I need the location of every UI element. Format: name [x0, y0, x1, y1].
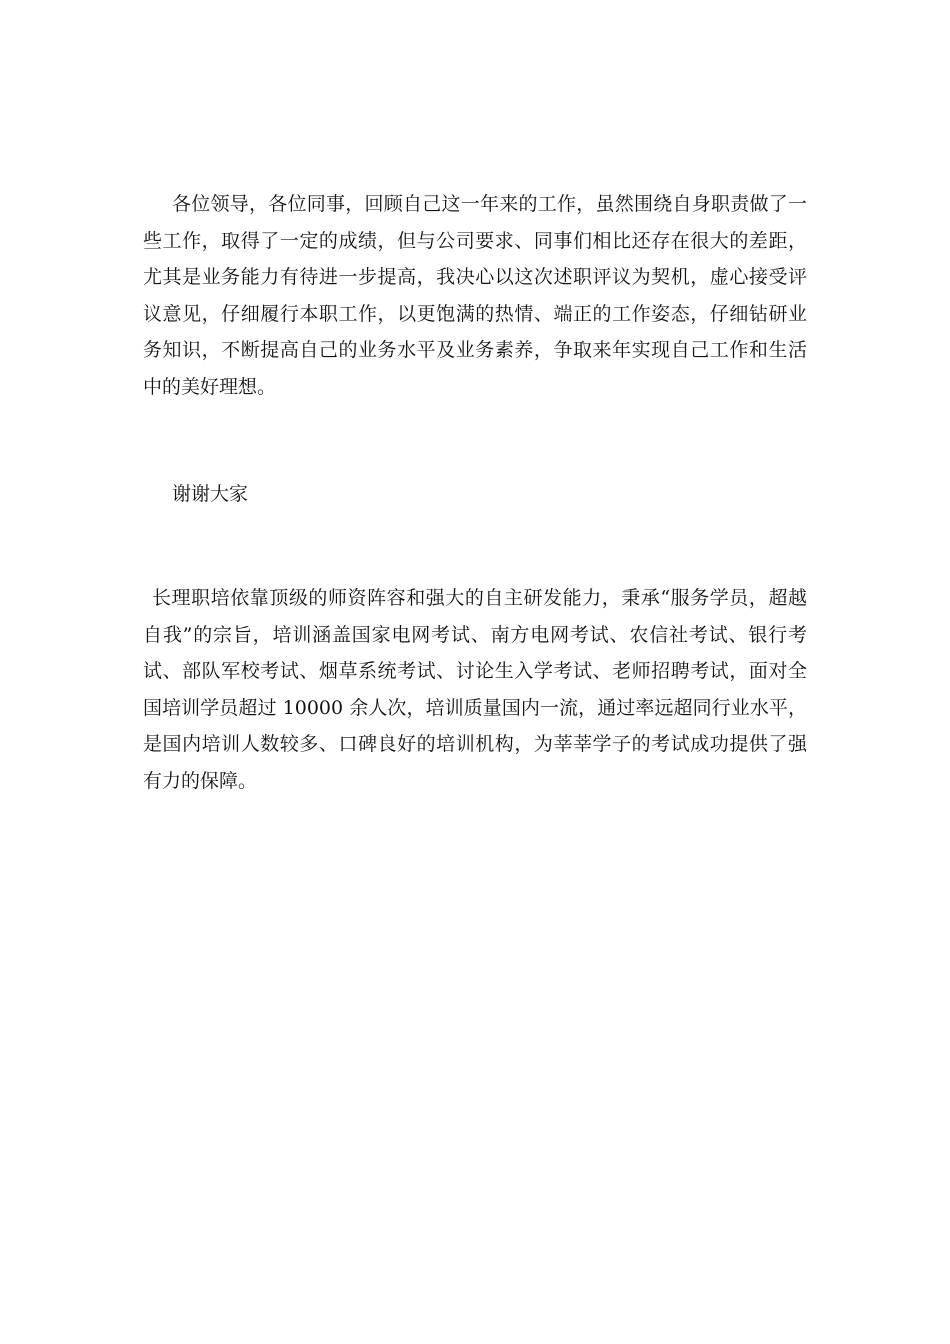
training-institution-paragraph: 长理职培依靠顶级的师资阵容和强大的自主研发能力，秉承“服务学员，超越自我”的宗旨，培训涵盖国家电网考试、南方电网考试、农信社考试、银行考试、部队军校考试、烟草系统考试、讨论生入学考试、老师招聘考试，面对全国培训学员超过 10000 余人次，培训质量国内一流，通过率远超同行业水平，是国内培训人数较多、口碑良好的培训机构，为莘莘学子的考试成功提供了强有力的保障。: [143, 587, 807, 792]
thanks-paragraph: 谢谢大家: [172, 483, 249, 505]
closing-statement-paragraph: 各位领导，各位同事，回顾自己这一年来的工作，虽然围绕自身职责做了一些工作，取得了一定的成绩，但与公司要求、同事们相比还存在很大的差距，尤其是业务能力有待进一步提高，我决心以这次述职评议为契机，虚心接受评议意见，仔细履行本职工作，以更饱满的热情、端正的工作姿态，仔细钻研业务知识，不断提高自己的业务水平及业务素养，争取来年实现自己工作和生活中的美好理想。: [143, 193, 807, 398]
